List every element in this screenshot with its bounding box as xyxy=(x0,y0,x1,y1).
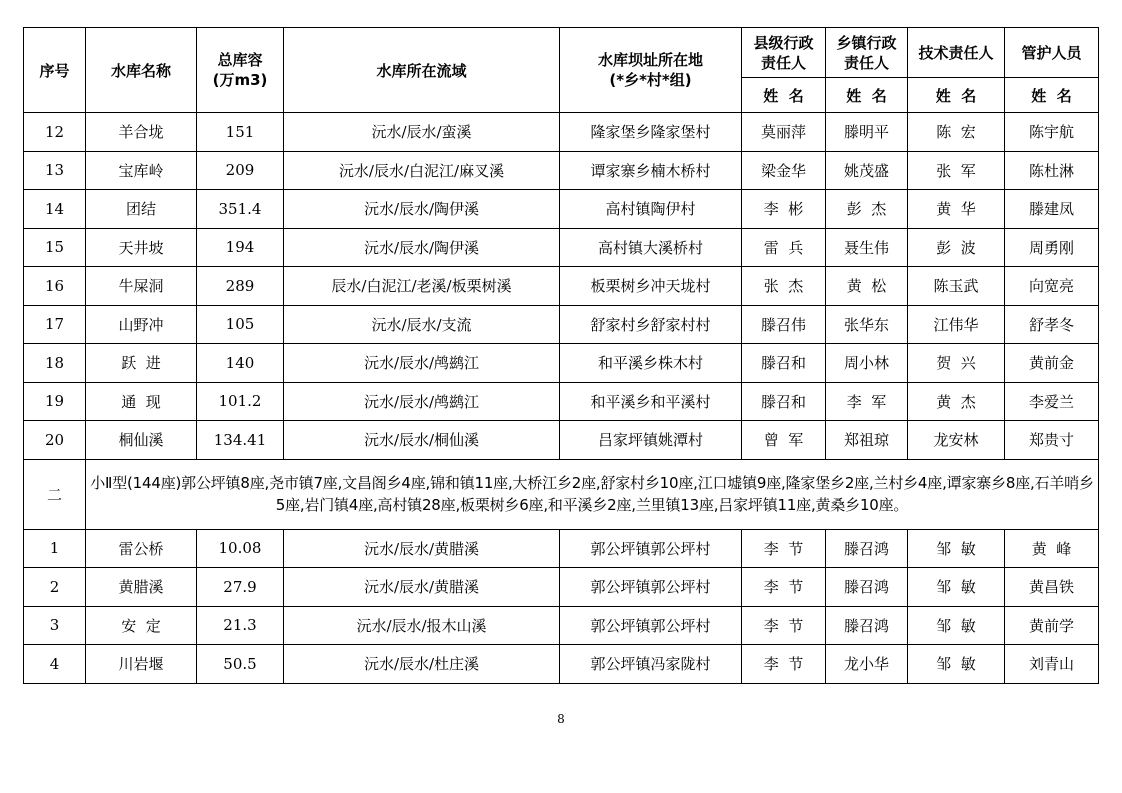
cell-site: 高村镇陶伊村 xyxy=(560,190,742,229)
cell-keeper: 黄昌铁 xyxy=(1005,568,1099,607)
cell-tech: 彭 波 xyxy=(908,228,1005,267)
cell-town: 滕召鸿 xyxy=(826,568,908,607)
cell-basin: 沅水/辰水/白泥江/麻叉溪 xyxy=(284,151,560,190)
cell-town: 周小林 xyxy=(826,344,908,383)
cell-name: 通 现 xyxy=(86,382,197,421)
cell-site: 和平溪乡和平溪村 xyxy=(560,382,742,421)
cell-basin: 辰水/白泥江/老溪/板栗树溪 xyxy=(284,267,560,306)
cell-tech: 邹 敏 xyxy=(908,568,1005,607)
cell-town: 李 军 xyxy=(826,382,908,421)
cell-county: 李 节 xyxy=(742,645,826,684)
table-row xyxy=(24,606,1099,645)
subheader-tech: 姓 名 xyxy=(908,78,1005,113)
section-number: 二 xyxy=(24,459,86,529)
cell-keeper: 刘青山 xyxy=(1005,645,1099,684)
cell-county: 滕召和 xyxy=(742,344,826,383)
cell-town: 滕召鸿 xyxy=(826,606,908,645)
cell-keeper: 郑贵寸 xyxy=(1005,421,1099,460)
cell-no: 19 xyxy=(24,382,86,421)
cell-town: 姚茂盛 xyxy=(826,151,908,190)
header-town: 乡镇行政 责任人 xyxy=(826,28,908,78)
table-row xyxy=(24,344,1099,383)
cell-capacity: 209 xyxy=(197,151,284,190)
cell-site: 郭公坪镇郭公坪村 xyxy=(560,529,742,568)
cell-county: 曾 军 xyxy=(742,421,826,460)
subheader-keeper: 姓 名 xyxy=(1005,78,1099,113)
header-name: 水库名称 xyxy=(86,28,197,113)
cell-county: 李 节 xyxy=(742,568,826,607)
cell-keeper: 周勇刚 xyxy=(1005,228,1099,267)
table-row xyxy=(24,113,1099,152)
cell-no: 13 xyxy=(24,151,86,190)
cell-no: 18 xyxy=(24,344,86,383)
header-basin: 水库所在流域 xyxy=(284,28,560,113)
cell-keeper: 黄 峰 xyxy=(1005,529,1099,568)
table-body-b xyxy=(24,529,1099,683)
cell-capacity: 50.5 xyxy=(197,645,284,684)
cell-capacity: 151 xyxy=(197,113,284,152)
header-keeper: 管护人员 xyxy=(1005,28,1099,78)
cell-capacity: 27.9 xyxy=(197,568,284,607)
cell-name: 团结 xyxy=(86,190,197,229)
cell-town: 张华东 xyxy=(826,305,908,344)
section-two xyxy=(24,459,1099,529)
cell-keeper: 陈宇航 xyxy=(1005,113,1099,152)
cell-town: 滕明平 xyxy=(826,113,908,152)
table-body-a xyxy=(24,113,1099,460)
table-row xyxy=(24,645,1099,684)
header-county: 县级行政 责任人 xyxy=(742,28,826,78)
cell-county: 张 杰 xyxy=(742,267,826,306)
cell-site: 板栗树乡冲天垅村 xyxy=(560,267,742,306)
cell-tech: 黄 杰 xyxy=(908,382,1005,421)
cell-basin: 沅水/辰水/黄腊溪 xyxy=(284,568,560,607)
cell-tech: 张 军 xyxy=(908,151,1005,190)
cell-tech: 陈 宏 xyxy=(908,113,1005,152)
table-row xyxy=(24,382,1099,421)
table-row xyxy=(24,529,1099,568)
cell-basin: 沅水/辰水/陶伊溪 xyxy=(284,190,560,229)
cell-no: 4 xyxy=(24,645,86,684)
cell-name: 牛屎洞 xyxy=(86,267,197,306)
cell-site: 郭公坪镇冯家陇村 xyxy=(560,645,742,684)
cell-county: 雷 兵 xyxy=(742,228,826,267)
cell-county: 李 彬 xyxy=(742,190,826,229)
cell-county: 梁金华 xyxy=(742,151,826,190)
cell-basin: 沅水/辰水/鸬鹚江 xyxy=(284,344,560,383)
cell-capacity: 351.4 xyxy=(197,190,284,229)
cell-capacity: 105 xyxy=(197,305,284,344)
cell-county: 李 节 xyxy=(742,606,826,645)
cell-capacity: 194 xyxy=(197,228,284,267)
cell-basin: 沅水/辰水/鸬鹚江 xyxy=(284,382,560,421)
cell-site: 郭公坪镇郭公坪村 xyxy=(560,606,742,645)
subheader-town: 姓 名 xyxy=(826,78,908,113)
cell-site: 舒家村乡舒家村村 xyxy=(560,305,742,344)
cell-site: 郭公坪镇郭公坪村 xyxy=(560,568,742,607)
cell-basin: 沅水/辰水/桐仙溪 xyxy=(284,421,560,460)
cell-site: 谭家寨乡楠木桥村 xyxy=(560,151,742,190)
cell-keeper: 滕建凤 xyxy=(1005,190,1099,229)
cell-tech: 邹 敏 xyxy=(908,529,1005,568)
cell-tech: 邹 敏 xyxy=(908,645,1005,684)
cell-town: 滕召鸿 xyxy=(826,529,908,568)
cell-name: 跃 进 xyxy=(86,344,197,383)
cell-basin: 沅水/辰水/报木山溪 xyxy=(284,606,560,645)
cell-no: 20 xyxy=(24,421,86,460)
cell-basin: 沅水/辰水/陶伊溪 xyxy=(284,228,560,267)
cell-site: 高村镇大溪桥村 xyxy=(560,228,742,267)
cell-keeper: 陈杜淋 xyxy=(1005,151,1099,190)
cell-keeper: 李爱兰 xyxy=(1005,382,1099,421)
section-text: 小Ⅱ型(144座)郭公坪镇8座,尧市镇7座,文昌阁乡4座,锦和镇11座,大桥江乡2座,舒家村乡10座,江口墟镇9座,隆家堡乡2座,兰村乡4座,谭家寨乡8座,石羊哨乡5座,岩门镇4座,高村镇28座,板栗树乡6座,和平溪乡2座,兰里镇13座,吕家坪镇11座,黄桑乡10座。 xyxy=(86,459,1099,529)
cell-no: 15 xyxy=(24,228,86,267)
cell-no: 17 xyxy=(24,305,86,344)
cell-keeper: 黄前学 xyxy=(1005,606,1099,645)
cell-town: 彭 杰 xyxy=(826,190,908,229)
cell-town: 龙小华 xyxy=(826,645,908,684)
cell-tech: 陈玉武 xyxy=(908,267,1005,306)
cell-name: 安 定 xyxy=(86,606,197,645)
cell-site: 隆家堡乡隆家堡村 xyxy=(560,113,742,152)
table-row xyxy=(24,190,1099,229)
header-capacity: 总库容 (万m3) xyxy=(197,28,284,113)
cell-town: 黄 松 xyxy=(826,267,908,306)
cell-capacity: 134.41 xyxy=(197,421,284,460)
cell-name: 山野冲 xyxy=(86,305,197,344)
cell-site: 吕家坪镇姚潭村 xyxy=(560,421,742,460)
cell-county: 滕召和 xyxy=(742,382,826,421)
cell-tech: 黄 华 xyxy=(908,190,1005,229)
header-tech: 技术责任人 xyxy=(908,28,1005,78)
cell-keeper: 黄前金 xyxy=(1005,344,1099,383)
cell-county: 李 节 xyxy=(742,529,826,568)
cell-no: 14 xyxy=(24,190,86,229)
cell-capacity: 101.2 xyxy=(197,382,284,421)
table-row xyxy=(24,151,1099,190)
cell-tech: 龙安林 xyxy=(908,421,1005,460)
cell-capacity: 21.3 xyxy=(197,606,284,645)
cell-keeper: 舒孝冬 xyxy=(1005,305,1099,344)
cell-tech: 贺 兴 xyxy=(908,344,1005,383)
page-number: 8 xyxy=(557,712,565,726)
cell-tech: 江伟华 xyxy=(908,305,1005,344)
cell-no: 12 xyxy=(24,113,86,152)
cell-basin: 沅水/辰水/黄腊溪 xyxy=(284,529,560,568)
cell-tech: 邹 敏 xyxy=(908,606,1005,645)
cell-county: 滕召伟 xyxy=(742,305,826,344)
cell-keeper: 向宽亮 xyxy=(1005,267,1099,306)
cell-basin: 沅水/辰水/杜庄溪 xyxy=(284,645,560,684)
cell-capacity: 10.08 xyxy=(197,529,284,568)
cell-town: 聂生伟 xyxy=(826,228,908,267)
subheader-county: 姓 名 xyxy=(742,78,826,113)
cell-name: 雷公桥 xyxy=(86,529,197,568)
table-row xyxy=(24,421,1099,460)
reservoir-table xyxy=(23,27,1099,684)
cell-name: 川岩堰 xyxy=(86,645,197,684)
cell-no: 1 xyxy=(24,529,86,568)
cell-name: 羊合垅 xyxy=(86,113,197,152)
cell-name: 黄腊溪 xyxy=(86,568,197,607)
header-site: 水库坝址所在地 (*乡*村*组) xyxy=(560,28,742,113)
cell-capacity: 140 xyxy=(197,344,284,383)
cell-capacity: 289 xyxy=(197,267,284,306)
cell-basin: 沅水/辰水/支流 xyxy=(284,305,560,344)
cell-no: 16 xyxy=(24,267,86,306)
cell-site: 和平溪乡株木村 xyxy=(560,344,742,383)
header-no: 序号 xyxy=(24,28,86,113)
cell-name: 宝库岭 xyxy=(86,151,197,190)
table-row xyxy=(24,568,1099,607)
cell-basin: 沅水/辰水/蛮溪 xyxy=(284,113,560,152)
cell-town: 郑祖琼 xyxy=(826,421,908,460)
table-row xyxy=(24,305,1099,344)
cell-no: 3 xyxy=(24,606,86,645)
cell-name: 天井坡 xyxy=(86,228,197,267)
cell-name: 桐仙溪 xyxy=(86,421,197,460)
cell-no: 2 xyxy=(24,568,86,607)
table-row xyxy=(24,267,1099,306)
table-row xyxy=(24,228,1099,267)
cell-county: 莫丽萍 xyxy=(742,113,826,152)
